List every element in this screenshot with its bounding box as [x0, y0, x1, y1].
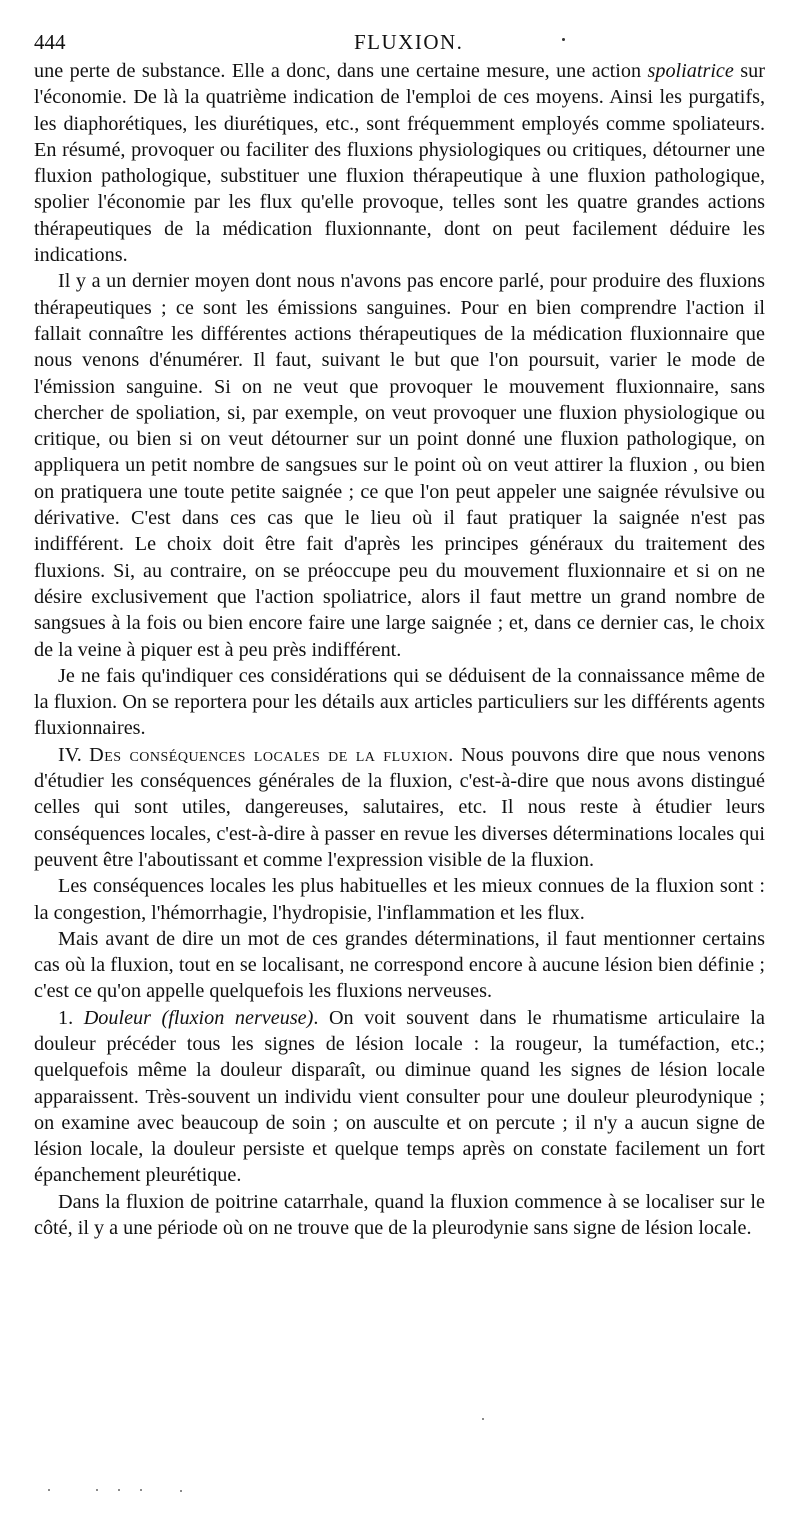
text-run: . On voit souvent dans le rhumatisme articulaire la douleur précéder tous les signes de lésion locale : la rougeur, la tuméfaction, etc.; quelquefois même la douleur disparaît, ou diminue quand les signes de lésion locale apparaissent. Très-souvent un individu vient consulter pour une douleur pleurodynique ; on examine avec beaucoup de soin ; on ausculte et on percute ; il n'y a aucun signe de lésion locale, la douleur persiste et quelque temps après on constate facilement un fort épanchement pleurétique. — [34, 1006, 765, 1187]
paragraph — [34, 1005, 765, 1189]
body-text — [34, 58, 765, 1241]
text-run: IV. — [58, 743, 90, 766]
italic-text: Douleur (fluxion nerveuse) — [83, 1006, 314, 1029]
text-run: Il y a un dernier moyen dont nous n'avons pas encore parlé, pour produire des fluxions thérapeutiques ; ce sont les émissions sanguines. Pour en bien comprendre l'action il fallait connaître les différentes actions thérapeutiques de la médication fluxionnaire que nous venons d'énumérer. Il faut, suivant le but que l'on poursuit, varier le mode de l'émission sanguine. Si on ne veut que provoquer le mouvement fluxionnaire, sans chercher de spoliation, si, par exemple, on veut provoquer une fluxion physiologique ou critique, ou bien si on veut détourner sur un point donné une fluxion pathologique, on appliquera un petit nombre de sangsues sur le point où on veut attirer la fluxion , ou bien on pratiquera une toute petite saignée ; ce que l'on peut appeler une saignée révulsive ou dérivative. C'est dans ces cas que le lieu où il faut pratiquer la saignée n'est pas indifférent. Le choix doit être fait d'après les principes généraux du traitement des fluxions. Si, au contraire, on se préoccupe peu du mouvement fluxionnaire et si on ne désire exclusivement que l'action spoliatrice, alors il faut mettre un grand nombre de sangsues à la fois ou bien encore faire une large saignée ; et, dans ce dernier cas, le choix de la veine à piquer est à peu près indifférent. — [34, 270, 765, 661]
paragraph — [34, 926, 765, 1005]
stray-dot — [48, 1489, 50, 1491]
stray-dot — [118, 1489, 120, 1491]
paragraph — [34, 268, 765, 662]
stray-dot — [180, 1490, 182, 1492]
text-run: sur l'économie. De là la quatrième indication de l'emploi de ces moyens. Ainsi les purgatifs, les diaphorétiques, les diurétiques, etc., sont fréquemment employés comme spoliateurs. En résumé, provoquer ou faciliter des fluxions physiologiques ou critiques, détourner une fluxion pathologique, substituer une fluxion thérapeutique à une fluxion pathologique, spolier l'économie par les flux qu'elle provoque, telles sont les quatre grandes actions thérapeutiques de la médication fluxionnante, dont on peut facilement déduire les indications. — [34, 60, 765, 267]
stray-dot — [96, 1489, 98, 1491]
text-run: Dans la fluxion de poitrine catarrhale, quand la fluxion commence à se localiser sur le côté, il y a une période où on ne trouve que de la pleurodynie sans signe de lésion locale. — [34, 1190, 765, 1240]
text-run: une perte de substance. Elle a donc, dans une certaine mesure, une action — [34, 60, 648, 82]
page-number: 444 — [34, 30, 66, 54]
section-heading: Des conséquences locales de la fluxion. — [89, 743, 454, 766]
text-run: 1. — [58, 1006, 84, 1029]
paragraph — [34, 873, 765, 926]
paragraph — [34, 663, 765, 742]
italic-text: spoliatrice — [647, 60, 734, 82]
text-run: Mais avant de dire un mot de ces grandes déterminations, il faut mentionner certains cas où la fluxion, tout en se localisant, ne correspond encore à aucune lésion bien définie ; c'est ce qu'on appelle quelquefois les fluxions nerveuses. — [34, 927, 765, 1003]
stray-dot — [482, 1418, 484, 1420]
paragraph — [34, 58, 765, 268]
paragraph — [34, 1189, 765, 1242]
text-run: Les conséquences locales les plus habituelles et les mieux connues de la fluxion sont : la congestion, l'hémorrhagie, l'hydropisie, l'inflammation et les flux. — [34, 875, 765, 924]
page-header — [34, 0, 765, 58]
running-title: FLUXION. — [354, 30, 464, 54]
stray-dot — [140, 1489, 142, 1491]
paragraph — [34, 742, 765, 873]
text-run: Nous pouvons dire que nous venons d'étudier les conséquences générales de la fluxion, c'est-à-dire que nous avons distingué celles qui sont utiles, dangereuses, salutaires, etc. Il nous reste à étudier leurs conséquences locales, c'est-à-dire à passer en revue les diverses déterminations locales qui peuvent être l'aboutissant et comme l'expression visible de la fluxion. — [34, 743, 765, 871]
book-page — [34, 0, 765, 1241]
header-dot-mark — [562, 38, 565, 41]
text-run: Je ne fais qu'indiquer ces considérations qui se déduisent de la connaissance même de la fluxion. On se reportera pour les détails aux articles particuliers sur les différents agents fluxionnaires. — [34, 664, 765, 740]
